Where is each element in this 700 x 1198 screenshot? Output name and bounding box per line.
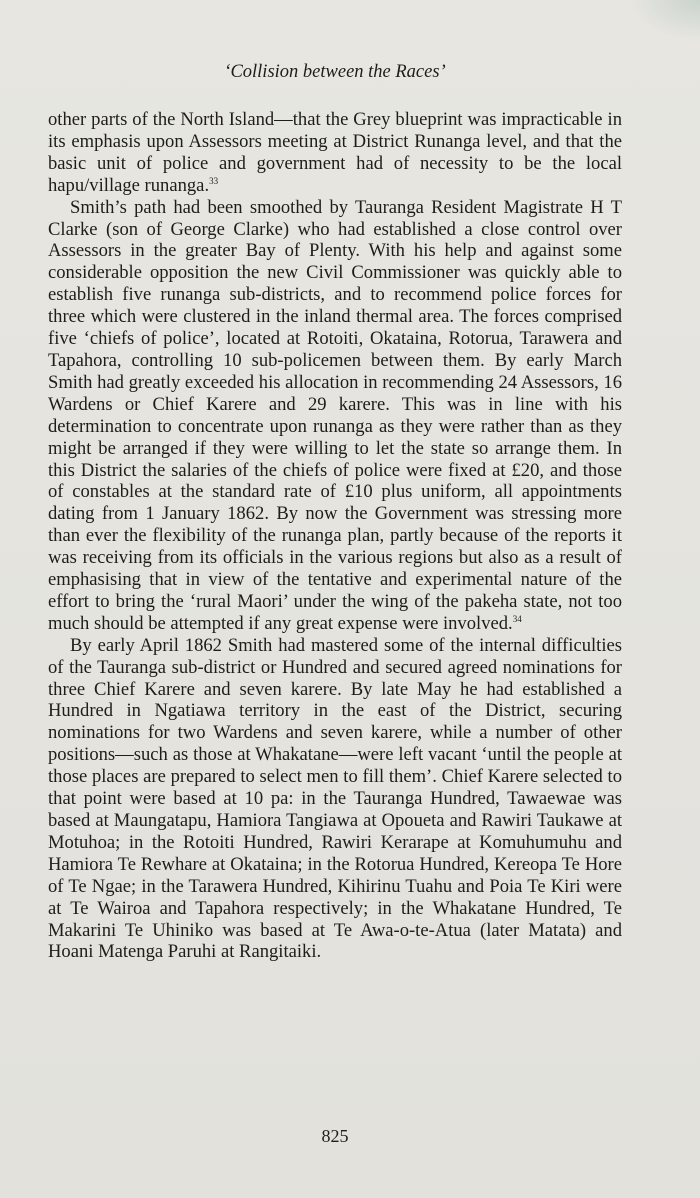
- paragraph: [48, 635, 622, 964]
- running-header: ‘Collision between the Races’: [224, 62, 446, 82]
- page-number: 825: [321, 1126, 349, 1146]
- body-text: [48, 109, 622, 963]
- paragraph-continued: [48, 109, 622, 197]
- footnote-marker[interactable]: 33: [209, 175, 219, 186]
- paragraph-text: Smith’s path had been smoothed by Tauranga Resident Magistrate H T Clarke (son of George Clarke) who had established a close control over Assessors in the greater Bay of Plenty. With his help and against some considerable opposition the new Civil Commissioner was quickly able to establish five runanga sub-districts, and to recommend police forces for three which were clustered in the inland thermal area. The forces comprised five ‘chiefs of police’, located at Rotoiti, Okataina, Rotorua, Tarawera and Tapahora, controlling 10 sub-policemen between them. By early March Smith had greatly exceeded his allocation in recommending 24 Assessors, 16 Wardens or Chief Karere and 29 karere. This was in line with his determination to concentrate upon runanga as they were rather than as they might be arranged if they were willing to let the state so arrange them. In this District the salaries of the chiefs of police were fixed at £20, and those of constables at the standard rate of £10 plus uniform, all appointments dating from 1 January 1862. By now the Government was stressing more than ever the flexibility of the runanga plan, partly because of the reports it was receiving from its officials in the various regions but also as a result of emphasising that in view of the tentative and experimental nature of the effort to bring the ‘rural Maori’ under the wing of the pakeha state, not too much should be attempted if any great expense were involved.: [48, 196, 622, 634]
- page-corner-shading: [630, 0, 700, 40]
- paragraph-text: other parts of the North Island—that the Grey blueprint was impracticable in its emphasis upon Assessors meeting at District Runanga level, and that the basic unit of police and government had of necessity to be the local hapu/village runanga.: [48, 109, 622, 196]
- paragraph: [48, 197, 622, 635]
- paragraph-text: By early April 1862 Smith had mastered some of the internal difficulties of the Tauranga sub-district or Hundred and secured agreed nominations for three Chief Karere and seven karere. By late May he had established a Hundred in Ngatiawa territory in the east of the District, securing nominations for two Wardens and seven karere, while a number of other positions—such as those at Whakatane—were left vacant ‘until the people at those places are prepared to select men to fill them’. Chief Karere selected to that point were based at 10 pa: in the Tauranga Hundred, Tawaewae was based at Maungatapu, Hamiora Tangiawa at Opoueta and Rawiri Taukawe at Motuhoa; in the Rotoiti Hundred, Rawiri Kerarape at Komuhumuhu and Hamiora Te Rewhare at Okataina; in the Rotorua Hundred, Kereopa Te Hore of Te Ngae; in the Tarawera Hundred, Kihirinu Tuahu and Poia Te Kiri were at Te Wairoa and Tapahora respectively; in the Whakatane Hundred, Te Makarini Te Uhiniko was based at Te Awa-o-te-Atua (later Matata) and Hoani Matenga Paruhi at Rangitaiki.: [48, 634, 622, 963]
- footnote-marker[interactable]: 34: [512, 613, 522, 624]
